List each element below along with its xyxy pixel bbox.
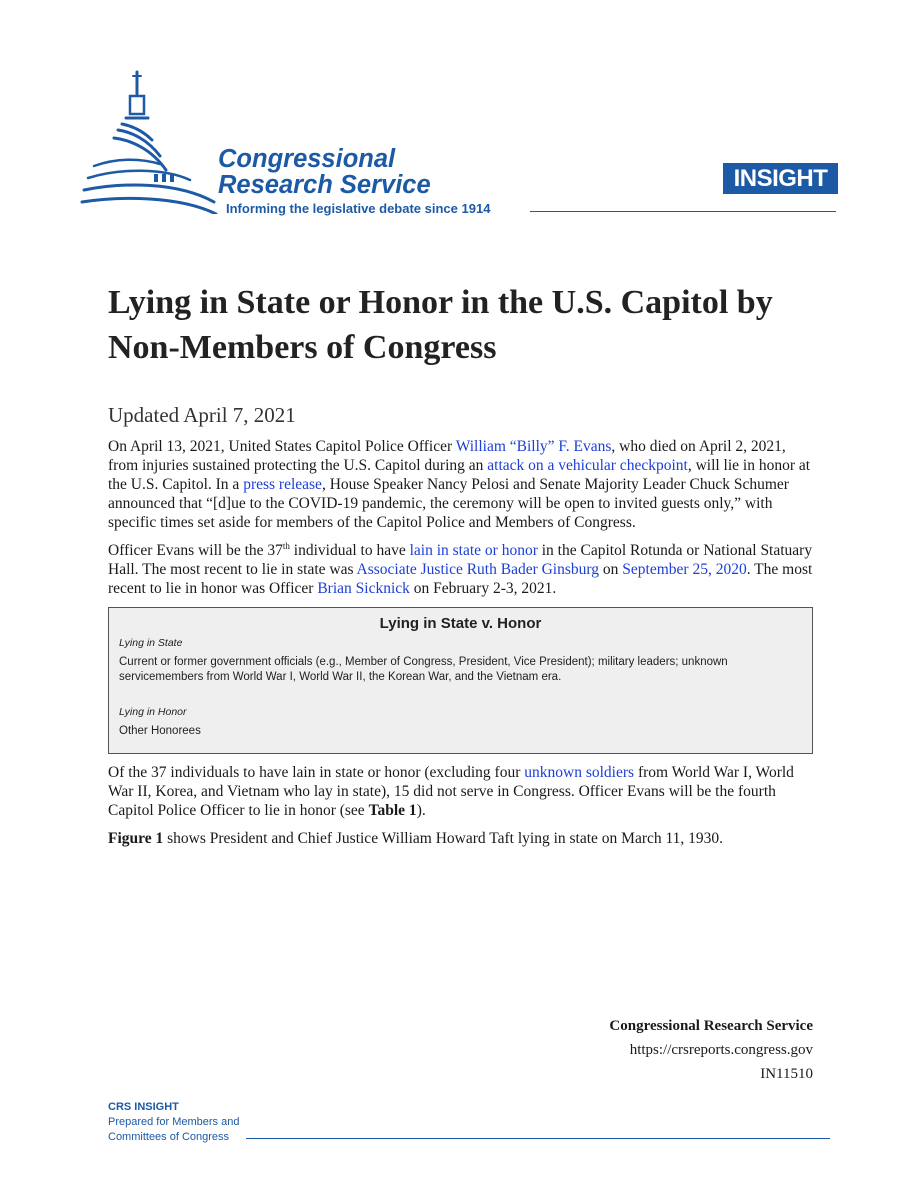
paragraph-3 <box>108 763 813 820</box>
link-attack-checkpoint[interactable]: attack on a vehicular checkpoint <box>487 457 688 474</box>
insight-badge: INSIGHT <box>723 163 838 194</box>
box-subheading-state: Lying in State <box>119 637 183 649</box>
link-press-release[interactable]: press release <box>243 476 322 493</box>
text: . The most recent to lie in honor was Officer <box>108 561 813 597</box>
box-text-state: Current or former government officials (e.g., Member of Congress, President, Vice President); military leaders; unknown servicemembers from World War I, World War II, the Korean War, and the Vietnam era. <box>119 656 728 683</box>
header-rule <box>530 211 836 212</box>
box-text-honor: Other Honorees <box>119 725 201 737</box>
box-subheading-honor: Lying in Honor <box>119 706 187 718</box>
crs-insight-footer <box>108 1100 239 1145</box>
footer-info <box>609 1014 813 1086</box>
prepared-line1: Prepared for Members and <box>108 1116 240 1128</box>
ordinal-suffix: th <box>282 540 290 551</box>
article-body <box>108 437 813 857</box>
table-ref: Table 1 <box>368 802 417 819</box>
text: , will lie in honor at the U.S. Capitol. In a <box>108 457 811 493</box>
link-ginsburg[interactable]: Associate Justice Ruth Bader Ginsburg <box>356 561 600 578</box>
text: in the Capitol Rotunda or National Statuary Hall. The most recent to lie in state was <box>108 542 813 578</box>
link-lain-in-state[interactable]: lain in state or honor <box>409 542 538 559</box>
text: ). <box>416 802 426 819</box>
footer-rule <box>246 1138 830 1139</box>
text: on <box>599 561 623 578</box>
prepared-line2: Committees of Congress <box>108 1131 230 1143</box>
crs-name <box>218 146 431 198</box>
link-unknown-soldiers[interactable]: unknown soldiers <box>524 764 635 781</box>
crs-logo <box>80 64 540 224</box>
link-brian-sicknick[interactable]: Brian Sicknick <box>317 580 410 597</box>
crs-tagline: Informing the legislative debate since 1914 <box>226 201 491 216</box>
figure-ref: Figure 1 <box>108 830 164 847</box>
text: Of the 37 individuals to have lain in state or honor (excluding four <box>108 764 525 781</box>
footer-url[interactable]: https://crsreports.congress.gov <box>629 1042 813 1058</box>
crs-name-line1: Congressional <box>218 145 396 173</box>
text: , who died on April 2, 2021, from injuries sustained protecting the U.S. Capitol during an <box>108 438 786 474</box>
page-title: Lying in State or Honor in the U.S. Capitol by Non-Members of Congress <box>108 284 773 366</box>
text: shows President and Chief Justice William Howard Taft lying in state on March 11, 1930. <box>163 830 724 847</box>
paragraph-2 <box>108 541 813 598</box>
box-title: Lying in State v. Honor <box>379 615 542 632</box>
link-september-25[interactable]: September 25, 2020 <box>622 561 747 578</box>
text: , House Speaker Nancy Pelosi and Senate Majority Leader Chuck Schumer announced that “[d]ue to the COVID-19 pandemic, the ceremony will be open to invited guests only,” with specific times set aside for members of the Capitol Police and Members of Congress. <box>108 476 789 531</box>
paragraph-4 <box>108 829 813 848</box>
crs-insight-label: CRS INSIGHT <box>108 1101 179 1113</box>
crs-name-line2: Research Service <box>218 171 431 199</box>
paragraph-1 <box>108 437 813 532</box>
text: on February 2-3, 2021. <box>409 580 557 597</box>
capitol-dome-icon <box>80 64 230 214</box>
footer-org: Congressional Research Service <box>609 1018 813 1034</box>
spacer <box>119 689 802 703</box>
link-officer-evans[interactable]: William “Billy” F. Evans <box>455 438 612 455</box>
definition-box <box>108 607 813 754</box>
updated-date: Updated April 7, 2021 <box>108 403 296 427</box>
text: from World War I, World War II, Korea, and Vietnam who lay in state), 15 did not serve in Congress. Officer Evans will be the fourth Capitol Police Officer to lie in honor (see <box>108 764 794 819</box>
footer-id: IN11510 <box>760 1066 813 1082</box>
text: individual to have <box>289 542 410 559</box>
text: On April 13, 2021, United States Capitol Police Officer <box>108 438 456 455</box>
text: Officer Evans will be the 37 <box>108 542 283 559</box>
